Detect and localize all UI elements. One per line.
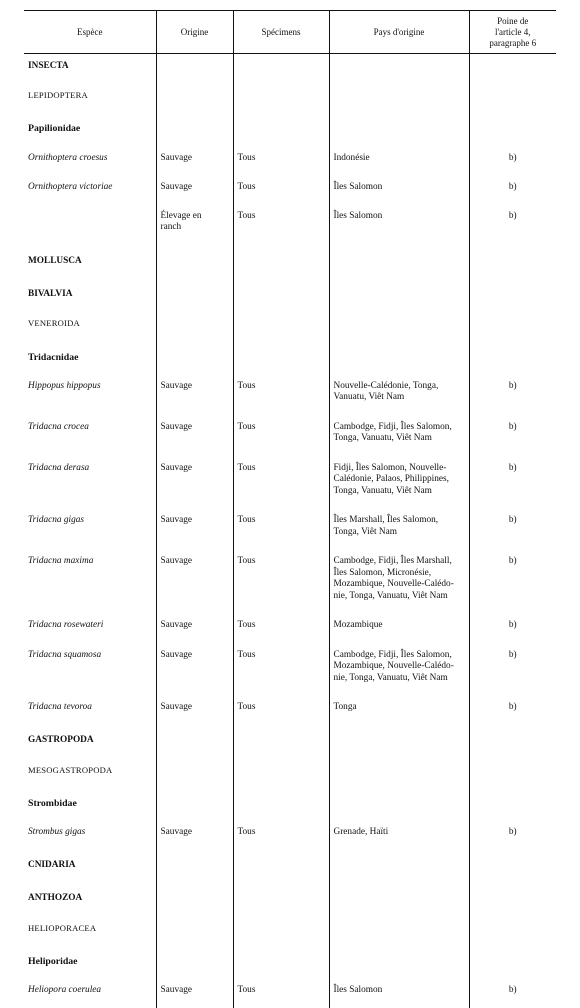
country-cell	[329, 850, 469, 883]
table-row	[24, 457, 556, 510]
species-name: Tridacna squamosa	[24, 644, 156, 697]
article-point-cell: b)	[469, 979, 556, 1008]
article-point-cell: b)	[469, 821, 556, 850]
table-row	[24, 883, 556, 916]
species-name: Ornithoptera croesus	[24, 147, 156, 176]
table-row	[24, 84, 556, 113]
taxon-order: VENEROIDA	[24, 312, 156, 341]
country-cell-line: nie, Tonga, Vanuatu, Viêt Nam	[334, 673, 448, 683]
country-cell	[329, 917, 469, 946]
table-header-row	[24, 11, 556, 54]
article-point-cell	[469, 279, 556, 312]
article-point-cell: b)	[469, 614, 556, 643]
specimens-cell	[233, 84, 329, 113]
article-point-cell: b)	[469, 375, 556, 416]
table-row	[24, 416, 556, 457]
origin-cell	[156, 205, 233, 246]
specimens-cell	[233, 246, 329, 279]
article-point-cell	[469, 946, 556, 979]
species-name: Tridacna rosewateri	[24, 614, 156, 643]
country-cell	[329, 509, 469, 550]
specimens-cell: Tous	[233, 821, 329, 850]
table-row	[24, 917, 556, 946]
country-cell	[329, 312, 469, 341]
origin-cell	[156, 946, 233, 979]
specimens-cell: Tous	[233, 550, 329, 614]
country-cell	[329, 147, 469, 176]
country-cell-line: Tonga, Viêt Nam	[334, 527, 397, 537]
country-cell-line: nie, Tonga, Vanuatu, Viêt Nam	[334, 591, 448, 601]
country-cell-line: Mozambique, Nouvelle-Calédo-	[334, 661, 454, 671]
table-row	[24, 375, 556, 416]
origin-cell	[156, 113, 233, 146]
origin-cell: Sauvage	[156, 509, 233, 550]
country-cell-line: Îles Salomon	[334, 211, 383, 221]
species-name: Ornithoptera victoriae	[24, 176, 156, 205]
specimens-cell	[233, 946, 329, 979]
table-row	[24, 614, 556, 643]
table-row	[24, 279, 556, 312]
origin-cell: Sauvage	[156, 147, 233, 176]
country-cell	[329, 979, 469, 1008]
article-point-cell	[469, 759, 556, 788]
country-cell	[329, 550, 469, 614]
country-cell	[329, 759, 469, 788]
specimens-cell: Tous	[233, 205, 329, 246]
article-point-cell: b)	[469, 696, 556, 725]
specimens-cell: Tous	[233, 457, 329, 510]
article-point-cell: b)	[469, 550, 556, 614]
origin-cell: Sauvage	[156, 176, 233, 205]
header-species: Espèce	[24, 11, 156, 54]
specimens-cell	[233, 312, 329, 341]
article-point-cell	[469, 54, 556, 85]
country-cell	[329, 54, 469, 85]
origin-cell	[156, 788, 233, 821]
specimens-cell: Tous	[233, 644, 329, 697]
table-row	[24, 821, 556, 850]
specimens-cell: Tous	[233, 509, 329, 550]
taxon-order: HELIOPORACEA	[24, 917, 156, 946]
country-cell-line: Mozambique	[334, 620, 383, 630]
origin-cell	[156, 342, 233, 375]
country-cell-line: Tonga	[334, 702, 357, 712]
origin-cell-line: Élevage en	[161, 211, 202, 221]
country-cell-line: Nouvelle-Calédonie, Tonga,	[334, 381, 439, 391]
country-cell-line: Cambodge, Fidji, Îles Marshall,	[334, 556, 452, 566]
table-row	[24, 550, 556, 614]
species-name	[24, 205, 156, 246]
origin-cell	[156, 850, 233, 883]
origin-cell	[156, 246, 233, 279]
origin-cell	[156, 883, 233, 916]
origin-cell: Sauvage	[156, 416, 233, 457]
country-cell	[329, 416, 469, 457]
country-cell	[329, 821, 469, 850]
taxon-group: BIVALVIA	[24, 279, 156, 312]
header-country: Pays d'origine	[329, 11, 469, 54]
country-cell	[329, 246, 469, 279]
regulation-table-page	[24, 10, 556, 834]
country-cell	[329, 205, 469, 246]
species-name: Hippopus hippopus	[24, 375, 156, 416]
table-row	[24, 850, 556, 883]
table-row	[24, 979, 556, 1008]
country-cell-line: Îles Salomon	[334, 182, 383, 192]
country-cell	[329, 883, 469, 916]
origin-cell: Sauvage	[156, 696, 233, 725]
table-row	[24, 788, 556, 821]
specimens-cell	[233, 54, 329, 85]
country-cell	[329, 176, 469, 205]
country-cell	[329, 113, 469, 146]
taxon-order: MESOGASTROPODA	[24, 759, 156, 788]
table-row	[24, 312, 556, 341]
table-row	[24, 113, 556, 146]
header-origin: Origine	[156, 11, 233, 54]
table-row	[24, 205, 556, 246]
article-point-cell	[469, 246, 556, 279]
origin-cell	[156, 84, 233, 113]
specimens-cell	[233, 279, 329, 312]
article-point-cell: b)	[469, 644, 556, 697]
article-point-cell	[469, 725, 556, 758]
taxon-family: Heliporidae	[24, 946, 156, 979]
country-cell	[329, 342, 469, 375]
species-name: Tridacna gigas	[24, 509, 156, 550]
taxon-order: LEPIDOPTERA	[24, 84, 156, 113]
taxon-group: ANTHOZOA	[24, 883, 156, 916]
country-cell	[329, 375, 469, 416]
origin-cell	[156, 54, 233, 85]
taxon-group: GASTROPODA	[24, 725, 156, 758]
article-point-cell: b)	[469, 509, 556, 550]
specimens-cell	[233, 759, 329, 788]
species-country-table	[24, 10, 556, 1008]
origin-cell	[156, 759, 233, 788]
specimens-cell	[233, 113, 329, 146]
country-cell-line: Indonésie	[334, 153, 370, 163]
header-point-line-3: paragraphe 6	[489, 38, 536, 48]
country-cell-line: Grenade, Haïti	[334, 827, 389, 837]
origin-cell: Sauvage	[156, 375, 233, 416]
specimens-cell	[233, 883, 329, 916]
species-name: Tridacna maxima	[24, 550, 156, 614]
country-cell-line: Îles Marshall, Îles Salomon,	[334, 515, 439, 525]
table-row	[24, 509, 556, 550]
country-cell-line: Tonga, Vanuatu, Viêt Nam	[334, 433, 432, 443]
table-row	[24, 946, 556, 979]
table-body	[24, 54, 556, 1008]
species-name: Tridacna tevoroa	[24, 696, 156, 725]
origin-cell: Sauvage	[156, 457, 233, 510]
article-point-cell	[469, 788, 556, 821]
country-cell	[329, 614, 469, 643]
specimens-cell	[233, 725, 329, 758]
header-specimens: Spécimens	[233, 11, 329, 54]
specimens-cell	[233, 342, 329, 375]
country-cell	[329, 279, 469, 312]
origin-cell: Sauvage	[156, 550, 233, 614]
species-name: Tridacna derasa	[24, 457, 156, 510]
article-point-cell	[469, 850, 556, 883]
country-cell-line: Vanuatu, Viêt Nam	[334, 392, 405, 402]
origin-cell: Sauvage	[156, 644, 233, 697]
specimens-cell: Tous	[233, 147, 329, 176]
article-point-cell: b)	[469, 176, 556, 205]
taxon-family: Tridacnidae	[24, 342, 156, 375]
species-name: Strombus gigas	[24, 821, 156, 850]
origin-cell	[156, 917, 233, 946]
specimens-cell: Tous	[233, 416, 329, 457]
country-cell	[329, 84, 469, 113]
taxon-family: Papilionidae	[24, 113, 156, 146]
origin-cell	[156, 312, 233, 341]
species-name: Tridacna crocea	[24, 416, 156, 457]
table-row	[24, 759, 556, 788]
article-point-cell	[469, 342, 556, 375]
country-cell-line: Îles Salomon, Micronésie,	[334, 568, 432, 578]
country-cell-line: Tonga, Vanuatu, Viêt Nam	[334, 486, 432, 496]
table-row	[24, 54, 556, 85]
article-point-cell	[469, 113, 556, 146]
country-cell-line: Mozambique, Nouvelle-Calédo-	[334, 579, 454, 589]
taxon-group: MOLLUSCA	[24, 246, 156, 279]
table-row	[24, 246, 556, 279]
origin-cell: Sauvage	[156, 614, 233, 643]
origin-cell	[156, 725, 233, 758]
article-point-cell	[469, 84, 556, 113]
country-cell-line: Cambodge, Fidji, Îles Salomon,	[334, 650, 452, 660]
article-point-cell	[469, 883, 556, 916]
table-row	[24, 725, 556, 758]
taxon-group: CNIDARIA	[24, 850, 156, 883]
table-row	[24, 644, 556, 697]
article-point-cell	[469, 312, 556, 341]
article-point-cell: b)	[469, 416, 556, 457]
origin-cell: Sauvage	[156, 979, 233, 1008]
country-cell	[329, 725, 469, 758]
species-name: Heliopora coerulea	[24, 979, 156, 1008]
article-point-cell	[469, 917, 556, 946]
taxon-family: Strombidae	[24, 788, 156, 821]
article-point-cell: b)	[469, 205, 556, 246]
specimens-cell	[233, 850, 329, 883]
specimens-cell: Tous	[233, 614, 329, 643]
table-row	[24, 696, 556, 725]
country-cell-line: Cambodge, Fidji, Îles Salomon,	[334, 422, 452, 432]
table-row	[24, 147, 556, 176]
table-row	[24, 176, 556, 205]
header-point-line-1: Poinе de	[497, 16, 528, 26]
header-point-line-2: l'article 4,	[495, 27, 531, 37]
article-point-cell: b)	[469, 147, 556, 176]
specimens-cell	[233, 917, 329, 946]
specimens-cell: Tous	[233, 375, 329, 416]
origin-cell	[156, 279, 233, 312]
article-point-cell: b)	[469, 457, 556, 510]
specimens-cell: Tous	[233, 696, 329, 725]
country-cell-line: Fidji, Îles Salomon, Nouvelle-	[334, 463, 447, 473]
country-cell	[329, 457, 469, 510]
specimens-cell	[233, 788, 329, 821]
country-cell-line: Îles Salomon	[334, 985, 383, 995]
origin-cell-line: ranch	[161, 222, 182, 232]
country-cell	[329, 788, 469, 821]
country-cell	[329, 946, 469, 979]
specimens-cell: Tous	[233, 979, 329, 1008]
specimens-cell: Tous	[233, 176, 329, 205]
country-cell	[329, 696, 469, 725]
country-cell	[329, 644, 469, 697]
taxon-group: INSECTA	[24, 54, 156, 85]
header-article-point	[469, 11, 556, 54]
origin-cell: Sauvage	[156, 821, 233, 850]
table-row	[24, 342, 556, 375]
country-cell-line: Calédonie, Palaos, Philippines,	[334, 474, 449, 484]
